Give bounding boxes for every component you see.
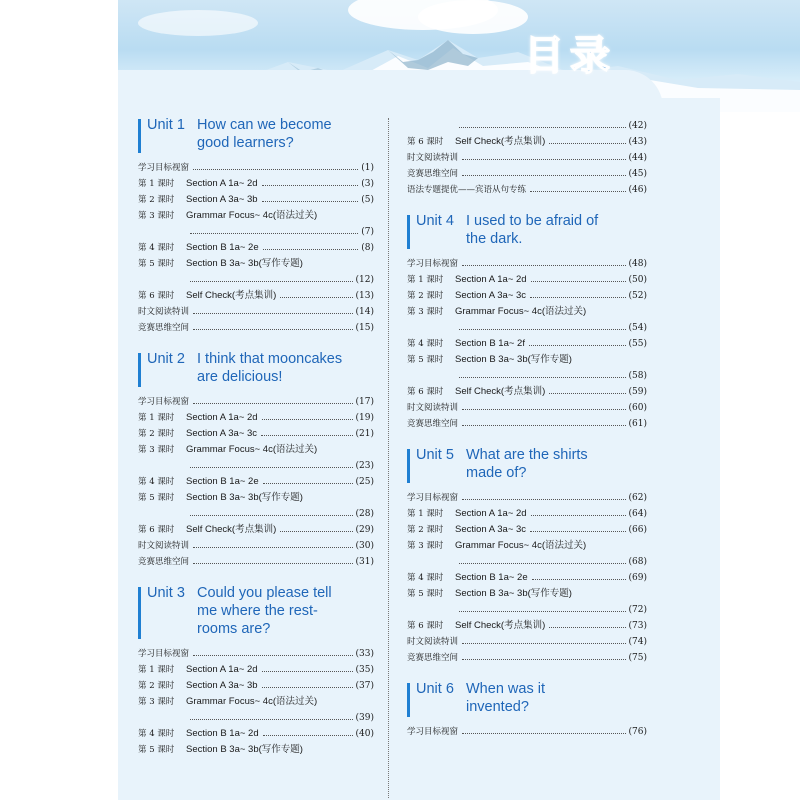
toc-dot-leader	[190, 233, 358, 234]
toc-entry-page-number: (33)	[355, 649, 374, 659]
toc-entry-topic: Section B 1a~ 2e	[186, 242, 259, 253]
toc-dot-leader	[549, 143, 625, 144]
unit-number: Unit 4	[416, 213, 454, 229]
toc-dot-leader	[193, 169, 358, 170]
toc-entry[interactable]	[407, 320, 647, 336]
toc-entry-lesson: 第 2 课时	[407, 291, 444, 301]
toc-entry-lesson: 第 6 课时	[407, 137, 444, 147]
toc-entry-lesson: 学习目标视窗	[407, 727, 459, 737]
toc-entry-page-number: (44)	[628, 153, 647, 163]
toc-entry[interactable]	[407, 150, 647, 166]
toc-entry-lesson: 第 4 课时	[407, 573, 444, 583]
toc-entry[interactable]	[407, 618, 647, 634]
toc-dot-leader	[459, 377, 626, 378]
toc-entry-topic: Section A 3a~ 3b	[186, 680, 258, 691]
toc-entry-lesson: 第 5 课时	[138, 745, 175, 755]
unit-block	[407, 446, 647, 666]
toc-entry-topic: Self Check(考点集训)	[186, 524, 277, 535]
toc-entry[interactable]	[407, 650, 647, 666]
toc-entry-page-number: (25)	[355, 477, 374, 487]
unit-block	[138, 350, 374, 570]
toc-entry-lesson: 第 3 课时	[407, 307, 444, 317]
toc-dot-leader	[193, 329, 353, 330]
toc-dot-leader	[462, 175, 626, 176]
toc-entry[interactable]	[407, 490, 647, 506]
toc-entry-page-number: (21)	[355, 429, 374, 439]
unit-accent-bar	[407, 449, 410, 483]
toc-entry-lesson: 第 2 课时	[138, 429, 175, 439]
toc-page-edge	[660, 98, 720, 800]
unit-title-continued: rooms are?	[197, 621, 271, 637]
toc-entry[interactable]	[407, 570, 647, 586]
toc-entry[interactable]	[407, 118, 647, 134]
toc-entry-page-number: (76)	[628, 727, 647, 737]
toc-entry[interactable]	[407, 288, 647, 304]
toc-entry-topic: Section B 1a~ 2e	[455, 572, 528, 583]
toc-entry-topic: Grammar Focus~ 4c(语法过关)	[186, 210, 318, 221]
toc-dot-leader	[459, 127, 626, 128]
toc-dot-leader	[459, 329, 626, 330]
toc-entry-page-number: (72)	[628, 605, 647, 615]
toc-entry-page-number: (43)	[628, 137, 647, 147]
toc-entry-topic: Grammar Focus~ 4c(语法过关)	[455, 540, 587, 551]
toc-entry-page-number: (52)	[628, 291, 647, 301]
toc-entry-page-number: (66)	[628, 525, 647, 535]
unit-heading[interactable]	[407, 446, 647, 482]
toc-entry-topic: Grammar Focus~ 4c(语法过关)	[186, 444, 318, 455]
toc-entry-page-number: (46)	[628, 185, 647, 195]
toc-entry-topic: Section B 3a~ 3b(写作专题)	[455, 354, 572, 365]
toc-entry-topic: Section A 1a~ 2d	[455, 508, 527, 519]
toc-entry[interactable]	[138, 304, 374, 320]
unit-heading[interactable]	[407, 680, 647, 716]
toc-dot-leader	[462, 499, 626, 500]
toc-entry[interactable]	[407, 416, 647, 432]
toc-dot-leader	[459, 611, 626, 612]
toc-entry-page-number: (17)	[355, 397, 374, 407]
unit-accent-bar	[138, 119, 141, 153]
toc-dot-leader	[262, 687, 353, 688]
toc-dot-leader	[531, 515, 626, 516]
toc-entry-topic: Section B 3a~ 3b(写作专题)	[186, 744, 303, 755]
toc-entry-lesson: 学习目标视窗	[138, 163, 190, 173]
toc-dot-leader	[280, 531, 352, 532]
unit-block	[407, 680, 647, 740]
toc-entry-topic: Section B 3a~ 3b(写作专题)	[455, 588, 572, 599]
toc-dot-leader	[190, 719, 353, 720]
toc-entry-lesson: 时文阅读特训	[138, 307, 190, 317]
toc-entry-page-number: (28)	[355, 509, 374, 519]
toc-entry[interactable]	[407, 586, 647, 602]
toc-dot-leader	[190, 515, 353, 516]
toc-entry-lesson: 竞赛思维空间	[407, 419, 459, 429]
unit-title-continued: made of?	[466, 465, 527, 481]
toc-entry[interactable]	[407, 352, 647, 368]
toc-entry-page-number: (13)	[355, 291, 374, 301]
toc-entry-lesson: 第 1 课时	[138, 413, 175, 423]
toc-entry-lesson: 第 6 课时	[407, 387, 444, 397]
toc-entry-lesson: 竞赛思维空间	[138, 557, 190, 567]
toc-entry-page-number: (30)	[355, 541, 374, 551]
toc-entry-page-number: (29)	[355, 525, 374, 535]
unit-number: Unit 3	[147, 585, 185, 601]
toc-entry-lesson: 第 1 课时	[138, 665, 175, 675]
toc-entry-page-number: (60)	[628, 403, 647, 413]
unit-number: Unit 6	[416, 681, 454, 697]
toc-dot-leader	[462, 733, 626, 734]
toc-entry-topic: Self Check(考点集训)	[455, 386, 546, 397]
toc-dot-leader	[462, 159, 626, 160]
toc-entry-topic: Section B 1a~ 2e	[186, 476, 259, 487]
unit3-continuation	[407, 118, 647, 198]
toc-entry-page-number: (31)	[355, 557, 374, 567]
toc-dot-leader	[263, 249, 359, 250]
toc-entry[interactable]	[407, 272, 647, 288]
toc-entry-topic: Grammar Focus~ 4c(语法过关)	[455, 306, 587, 317]
toc-entry-lesson: 第 3 课时	[138, 445, 175, 455]
toc-entry-page-number: (73)	[628, 621, 647, 631]
toc-dot-leader	[193, 313, 353, 314]
toc-dot-leader	[530, 297, 625, 298]
toc-entry[interactable]	[138, 320, 374, 336]
toc-entry-lesson: 学习目标视窗	[138, 649, 190, 659]
toc-entry-page-number: (45)	[628, 169, 647, 179]
toc-entry[interactable]	[138, 410, 374, 426]
toc-entry-topic: Self Check(考点集训)	[186, 290, 277, 301]
toc-entry-lesson: 第 4 课时	[407, 339, 444, 349]
toc-dot-leader	[529, 345, 626, 346]
toc-entry-lesson: 第 6 课时	[407, 621, 444, 631]
toc-entry-page-number: (37)	[355, 681, 374, 691]
toc-entry[interactable]	[138, 160, 374, 176]
toc-entry-lesson: 第 5 课时	[138, 493, 175, 503]
toc-dot-leader	[262, 185, 359, 186]
toc-entry-lesson: 竞赛思维空间	[138, 323, 190, 333]
toc-dot-leader	[262, 419, 353, 420]
toc-entry-page-number: (74)	[628, 637, 647, 647]
toc-entry-topic: Section B 3a~ 3b(写作专题)	[186, 258, 303, 269]
toc-dot-leader	[193, 563, 353, 564]
toc-entry-page-number: (8)	[361, 243, 374, 253]
toc-entry-lesson: 时文阅读特训	[407, 403, 459, 413]
toc-dot-leader	[190, 467, 353, 468]
toc-entry-lesson: 第 1 课时	[407, 509, 444, 519]
toc-dot-leader	[193, 403, 353, 404]
toc-entry[interactable]	[138, 256, 374, 272]
toc-entry[interactable]	[138, 272, 374, 288]
toc-entry[interactable]	[138, 288, 374, 304]
toc-entry-page-number: (40)	[355, 729, 374, 739]
toc-entry-page-number: (35)	[355, 665, 374, 675]
toc-entry-page-number: (62)	[628, 493, 647, 503]
toc-entry-lesson: 第 3 课时	[407, 541, 444, 551]
unit-number: Unit 2	[147, 351, 185, 367]
unit-title-continued: good learners?	[197, 135, 294, 151]
toc-entry-page-number: (58)	[628, 371, 647, 381]
toc-entry-lesson: 时文阅读特训	[138, 541, 190, 551]
toc-entry-page-number: (14)	[355, 307, 374, 317]
toc-entry-lesson: 第 2 课时	[407, 525, 444, 535]
toc-entry-page-number: (48)	[628, 259, 647, 269]
toc-entry-lesson: 竞赛思维空间	[407, 653, 459, 663]
toc-entry[interactable]	[407, 256, 647, 272]
unit-title: I think that mooncakes	[197, 351, 343, 367]
toc-entry[interactable]	[407, 554, 647, 570]
unit-accent-bar	[407, 683, 410, 717]
toc-entry-topic: Section B 1a~ 2f	[455, 338, 525, 349]
toc-entry-lesson: 第 3 课时	[138, 211, 175, 221]
toc-entry-topic: Section A 1a~ 2d	[186, 412, 258, 423]
toc-entry-page-number: (5)	[361, 195, 374, 205]
toc-entry[interactable]	[407, 602, 647, 618]
toc-entry-topic: Section A 3a~ 3c	[455, 524, 527, 535]
toc-entry-lesson: 第 4 课时	[138, 729, 175, 739]
toc-entry[interactable]	[138, 176, 374, 192]
toc-entry-topic: Section A 3a~ 3c	[186, 428, 258, 439]
toc-entry-lesson: 第 1 课时	[138, 179, 175, 189]
toc-entry-page-number: (50)	[628, 275, 647, 285]
toc-entry-page-number: (69)	[628, 573, 647, 583]
toc-entry-lesson: 语法专题提优——宾语从句专练	[407, 185, 527, 195]
toc-entry[interactable]	[138, 442, 374, 458]
toc-entry-lesson: 第 2 课时	[138, 681, 175, 691]
toc-entry[interactable]	[138, 506, 374, 522]
toc-entry[interactable]	[138, 426, 374, 442]
toc-right-column	[407, 118, 647, 754]
toc-entry[interactable]	[407, 182, 647, 198]
toc-entry[interactable]	[407, 304, 647, 320]
unit-number: Unit 1	[147, 117, 185, 133]
unit-heading[interactable]	[138, 584, 374, 638]
toc-entry-lesson: 学习目标视窗	[407, 493, 459, 503]
toc-entry-page-number: (59)	[628, 387, 647, 397]
toc-entry-topic: Section A 1a~ 2d	[186, 178, 258, 189]
toc-dot-leader	[549, 393, 625, 394]
toc-entry[interactable]	[138, 474, 374, 490]
toc-dot-leader	[532, 579, 626, 580]
toc-dot-leader	[263, 735, 353, 736]
toc-entry-lesson: 学习目标视窗	[407, 259, 459, 269]
toc-entry-page-number: (1)	[361, 163, 374, 173]
toc-entry-lesson: 学习目标视窗	[138, 397, 190, 407]
toc-entry-topic: Grammar Focus~ 4c(语法过关)	[186, 696, 318, 707]
toc-entry[interactable]	[138, 208, 374, 224]
unit-block	[407, 212, 647, 432]
toc-entry[interactable]	[138, 538, 374, 554]
toc-dot-leader	[459, 563, 626, 564]
unit-heading[interactable]	[138, 350, 374, 386]
toc-entry[interactable]	[407, 724, 647, 740]
toc-entry[interactable]	[407, 400, 647, 416]
toc-entry[interactable]	[138, 458, 374, 474]
toc-entry-page-number: (12)	[355, 275, 374, 285]
toc-entry-page-number: (64)	[628, 509, 647, 519]
toc-dot-leader	[263, 483, 353, 484]
toc-entry-topic: Section B 3a~ 3b(写作专题)	[186, 492, 303, 503]
unit-title: I used to be afraid of	[466, 213, 599, 229]
toc-entry[interactable]	[138, 394, 374, 410]
column-divider	[388, 118, 389, 798]
toc-entry[interactable]	[407, 522, 647, 538]
toc-dot-leader	[531, 281, 626, 282]
toc-entry[interactable]	[138, 726, 374, 742]
toc-entry[interactable]	[407, 634, 647, 650]
toc-entry-topic: Section A 1a~ 2d	[455, 274, 527, 285]
toc-entry[interactable]	[138, 694, 374, 710]
toc-entry[interactable]	[138, 192, 374, 208]
toc-entry-lesson: 第 3 课时	[138, 697, 175, 707]
toc-dot-leader	[462, 265, 626, 266]
toc-entry[interactable]	[138, 678, 374, 694]
toc-dot-leader	[280, 297, 352, 298]
toc-entry-page-number: (68)	[628, 557, 647, 567]
toc-entry[interactable]	[138, 522, 374, 538]
unit-title-continued: invented?	[466, 699, 529, 715]
toc-entry[interactable]	[138, 240, 374, 256]
toc-entry-lesson: 竞赛思维空间	[407, 169, 459, 179]
toc-entry-topic: Self Check(考点集训)	[455, 620, 546, 631]
toc-entry[interactable]	[407, 166, 647, 182]
toc-entry-lesson: 时文阅读特训	[407, 153, 459, 163]
toc-entry[interactable]	[138, 742, 374, 758]
toc-entry-lesson: 第 4 课时	[138, 243, 175, 253]
toc-entry-lesson: 第 6 课时	[138, 291, 175, 301]
toc-dot-leader	[549, 627, 625, 628]
toc-entry-page-number: (15)	[355, 323, 374, 333]
toc-entry[interactable]	[407, 538, 647, 554]
toc-dot-leader	[462, 425, 626, 426]
toc-dot-leader	[462, 659, 626, 660]
unit-accent-bar	[138, 353, 141, 387]
toc-entry[interactable]	[138, 710, 374, 726]
unit-block	[138, 116, 374, 336]
toc-left-column	[138, 116, 374, 772]
toc-entry-page-number: (19)	[355, 413, 374, 423]
unit-number: Unit 5	[416, 447, 454, 463]
unit-title: Could you please tell	[197, 585, 332, 601]
unit-accent-bar	[138, 587, 141, 639]
toc-dot-leader	[193, 547, 353, 548]
unit-title: What are the shirts	[466, 447, 588, 463]
toc-entry-lesson: 第 1 课时	[407, 275, 444, 285]
unit-title-continued: are delicious!	[197, 369, 283, 385]
toc-entry[interactable]	[407, 384, 647, 400]
toc-entry-page-number: (54)	[628, 323, 647, 333]
toc-entry-page-number: (39)	[355, 713, 374, 723]
toc-entry-topic: Section A 3a~ 3c	[455, 290, 527, 301]
toc-entry-page-number: (55)	[628, 339, 647, 349]
toc-entry-lesson: 时文阅读特训	[407, 637, 459, 647]
toc-dot-leader	[190, 281, 353, 282]
toc-dot-leader	[530, 531, 625, 532]
unit-title-continued: the dark.	[466, 231, 523, 247]
toc-entry[interactable]	[407, 368, 647, 384]
toc-entry[interactable]	[138, 646, 374, 662]
toc-entry-topic: Self Check(考点集训)	[455, 136, 546, 147]
unit-heading[interactable]	[138, 116, 374, 152]
toc-entry[interactable]	[138, 554, 374, 570]
toc-entry-lesson: 第 2 课时	[138, 195, 175, 205]
toc-entry-lesson: 第 6 课时	[138, 525, 175, 535]
unit-title: How can we become	[197, 117, 332, 133]
toc-entry[interactable]	[138, 224, 374, 240]
unit-title: When was it	[466, 681, 545, 697]
toc-dot-leader	[193, 655, 353, 656]
unit-heading[interactable]	[407, 212, 647, 248]
toc-entry[interactable]	[138, 490, 374, 506]
toc-entry-topic: Section A 1a~ 2d	[186, 664, 258, 675]
toc-entry-topic: Section A 3a~ 3b	[186, 194, 258, 205]
toc-entry-lesson: 第 5 课时	[407, 589, 444, 599]
toc-entry-page-number: (7)	[361, 227, 374, 237]
toc-entry-page-number: (42)	[628, 121, 647, 131]
toc-entry-page-number: (75)	[628, 653, 647, 663]
toc-entry[interactable]	[407, 134, 647, 150]
unit-block	[138, 584, 374, 758]
toc-entry-page-number: (23)	[355, 461, 374, 471]
toc-entry[interactable]	[407, 506, 647, 522]
unit-title-continued: me where the rest-	[197, 603, 318, 619]
toc-entry-lesson: 第 5 课时	[138, 259, 175, 269]
toc-dot-leader	[261, 435, 352, 436]
toc-entry[interactable]	[138, 662, 374, 678]
toc-entry-page-number: (61)	[628, 419, 647, 429]
toc-dot-leader	[462, 409, 626, 410]
toc-dot-leader	[262, 671, 353, 672]
toc-entry-lesson: 第 5 课时	[407, 355, 444, 365]
toc-entry-lesson: 第 4 课时	[138, 477, 175, 487]
toc-dot-leader	[530, 191, 626, 192]
page-title: 目录	[524, 33, 616, 79]
toc-entry[interactable]	[407, 336, 647, 352]
toc-dot-leader	[262, 201, 359, 202]
toc-dot-leader	[462, 643, 626, 644]
toc-entry-topic: Section B 1a~ 2d	[186, 728, 259, 739]
toc-entry-page-number: (3)	[361, 179, 374, 189]
unit-accent-bar	[407, 215, 410, 249]
